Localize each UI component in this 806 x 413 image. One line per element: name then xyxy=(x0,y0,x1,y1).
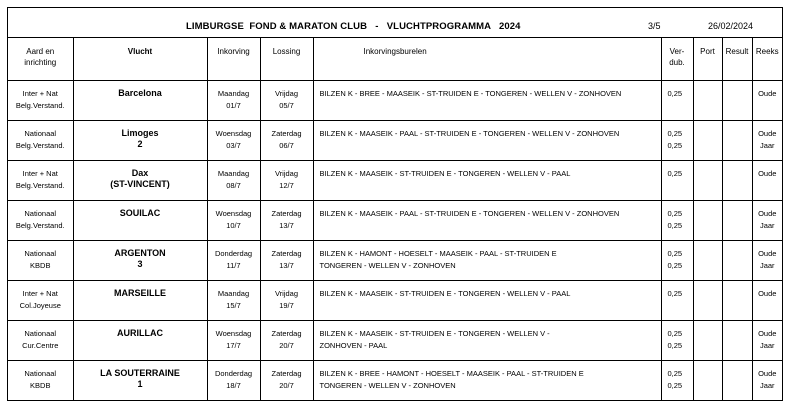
fee-cell: 0,25 0,25 xyxy=(661,320,693,360)
port-cell xyxy=(693,200,722,240)
race-type-cell: Nationaal Belg.Verstand. xyxy=(8,200,73,240)
flight-name-cell: Limoges 2 xyxy=(73,120,207,160)
flight-name-cell: LA SOUTERRAINE 1 xyxy=(73,360,207,400)
release-date-cell: Vrijdag 19/7 xyxy=(260,280,313,320)
flight-name-cell: AURILLAC xyxy=(73,320,207,360)
bureaus-cell: BILZEN K - HAMONT - HOESELT - MAASEIK - PAAL - ST-TRUIDEN E TONGEREN - WELLEN V - ZONHOVEN xyxy=(313,240,661,280)
table-row xyxy=(8,320,782,360)
series-cell: Oude Jaar xyxy=(752,120,782,160)
release-date-cell: Zaterdag 20/7 xyxy=(260,360,313,400)
race-type-cell: Nationaal KBDB xyxy=(8,240,73,280)
series-cell: Oude Jaar xyxy=(752,360,782,400)
basketing-date-cell: Donderdag 18/7 xyxy=(207,360,260,400)
flight-name-cell: SOUILAC xyxy=(73,200,207,240)
release-date-cell: Vrijdag 12/7 xyxy=(260,160,313,200)
result-cell xyxy=(722,280,752,320)
result-cell xyxy=(722,240,752,280)
basketing-date-cell: Donderdag 11/7 xyxy=(207,240,260,280)
result-cell xyxy=(722,320,752,360)
fee-cell: 0,25 xyxy=(661,80,693,120)
flight-schedule-table xyxy=(8,38,782,400)
race-type-cell: Inter + Nat Belg.Verstand. xyxy=(8,80,73,120)
bureaus-cell: BILZEN K - MAASEIK - PAAL - ST-TRUIDEN E - TONGEREN - WELLEN V - ZONHOVEN xyxy=(313,120,661,160)
column-header-series: Reeks xyxy=(752,38,782,80)
series-cell: Oude xyxy=(752,160,782,200)
basketing-date-cell: Woensdag 03/7 xyxy=(207,120,260,160)
table-row xyxy=(8,200,782,240)
header-row xyxy=(8,38,782,80)
column-header-flight: Vlucht xyxy=(73,38,207,80)
series-cell: Oude Jaar xyxy=(752,200,782,240)
series-cell: Oude xyxy=(752,280,782,320)
race-type-cell: Nationaal Cur.Centre xyxy=(8,320,73,360)
port-cell xyxy=(693,280,722,320)
table-row xyxy=(8,160,782,200)
port-cell xyxy=(693,120,722,160)
port-cell xyxy=(693,80,722,120)
race-type-cell: Nationaal KBDB xyxy=(8,360,73,400)
fee-cell: 0,25 0,25 xyxy=(661,360,693,400)
table-row xyxy=(8,80,782,120)
table-row xyxy=(8,360,782,400)
flight-name-cell: Dax (ST-VINCENT) xyxy=(73,160,207,200)
port-cell xyxy=(693,320,722,360)
bureaus-cell: BILZEN K - BREE - HAMONT - HOESELT - MAASEIK - PAAL - ST-TRUIDEN E TONGEREN - WELLEN V - ZONHOVEN xyxy=(313,360,661,400)
fee-cell: 0,25 0,25 xyxy=(661,200,693,240)
flight-name-cell: ARGENTON 3 xyxy=(73,240,207,280)
series-cell: Oude Jaar xyxy=(752,240,782,280)
fee-cell: 0,25 xyxy=(661,160,693,200)
page-title: LIMBURGSE FOND & MARATON CLUB - VLUCHTPROGRAMMA 2024 xyxy=(186,21,521,32)
result-cell xyxy=(722,160,752,200)
bureaus-cell: BILZEN K - MAASEIK - ST-TRUIDEN E - TONGEREN - WELLEN V - ZONHOVEN - PAAL xyxy=(313,320,661,360)
bureaus-cell: BILZEN K - BREE - MAASEIK - ST-TRUIDEN E - TONGEREN - WELLEN V - ZONHOVEN xyxy=(313,80,661,120)
race-type-cell: Inter + Nat Belg.Verstand. xyxy=(8,160,73,200)
table-row xyxy=(8,120,782,160)
fee-cell: 0,25 xyxy=(661,280,693,320)
race-type-cell: Inter + Nat Col.Joyeuse xyxy=(8,280,73,320)
fee-cell: 0,25 0,25 xyxy=(661,240,693,280)
document-date: 26/02/2024 xyxy=(708,21,754,31)
flight-name-cell: MARSEILLE xyxy=(73,280,207,320)
port-cell xyxy=(693,160,722,200)
flight-name-cell: Barcelona xyxy=(73,80,207,120)
basketing-date-cell: Maandag 01/7 xyxy=(207,80,260,120)
column-header-result: Result xyxy=(722,38,752,80)
basketing-date-cell: Woensdag 17/7 xyxy=(207,320,260,360)
release-date-cell: Zaterdag 20/7 xyxy=(260,320,313,360)
column-header-fee: Ver- dub. xyxy=(661,38,693,80)
page-number: 3/5 xyxy=(648,21,661,31)
series-cell: Oude xyxy=(752,80,782,120)
release-date-cell: Zaterdag 13/7 xyxy=(260,240,313,280)
basketing-date-cell: Woensdag 10/7 xyxy=(207,200,260,240)
table-row xyxy=(8,280,782,320)
result-cell xyxy=(722,120,752,160)
bureaus-cell: BILZEN K - MAASEIK - ST-TRUIDEN E - TONGEREN - WELLEN V - PAAL xyxy=(313,160,661,200)
column-header-basketing: Inkorving xyxy=(207,38,260,80)
table-body xyxy=(8,80,782,400)
port-cell xyxy=(693,240,722,280)
table-row xyxy=(8,240,782,280)
basketing-date-cell: Maandag 08/7 xyxy=(207,160,260,200)
title-bar xyxy=(8,8,782,38)
result-cell xyxy=(722,360,752,400)
port-cell xyxy=(693,360,722,400)
series-cell: Oude Jaar xyxy=(752,320,782,360)
race-type-cell: Nationaal Belg.Verstand. xyxy=(8,120,73,160)
basketing-date-cell: Maandag 15/7 xyxy=(207,280,260,320)
release-date-cell: Zaterdag 13/7 xyxy=(260,200,313,240)
result-cell xyxy=(722,80,752,120)
bureaus-cell: BILZEN K - MAASEIK - PAAL - ST-TRUIDEN E - TONGEREN - WELLEN V - ZONHOVEN xyxy=(313,200,661,240)
bureaus-cell: BILZEN K - MAASEIK - ST-TRUIDEN E - TONGEREN - WELLEN V - PAAL xyxy=(313,280,661,320)
release-date-cell: Zaterdag 06/7 xyxy=(260,120,313,160)
result-cell xyxy=(722,200,752,240)
fee-cell: 0,25 0,25 xyxy=(661,120,693,160)
flight-program-sheet xyxy=(7,7,783,401)
column-header-type: Aard en inrichting xyxy=(8,38,73,80)
column-header-release: Lossing xyxy=(260,38,313,80)
release-date-cell: Vrijdag 05/7 xyxy=(260,80,313,120)
column-header-port: Port xyxy=(693,38,722,80)
column-header-bureaus: Inkorvingsburelen xyxy=(313,38,661,80)
